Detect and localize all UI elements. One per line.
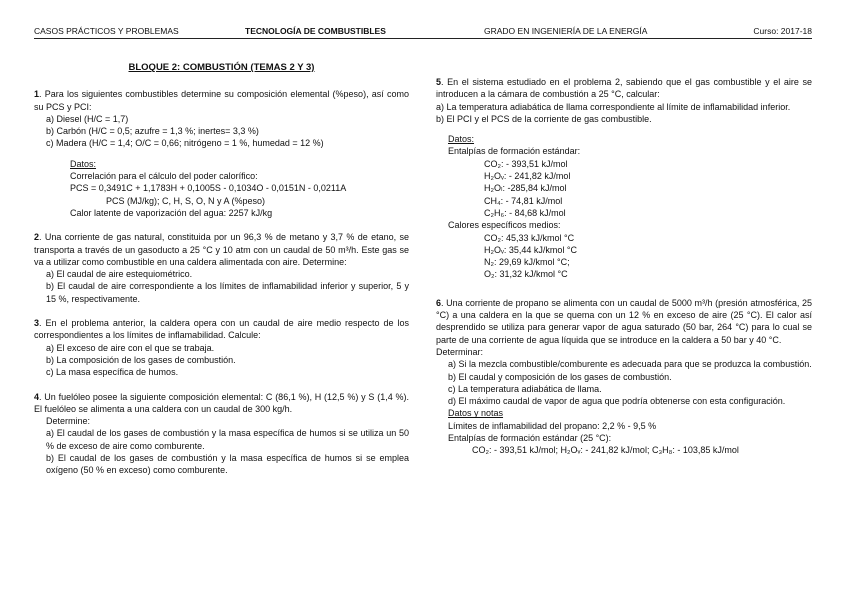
problem-2-text: . Una corriente de gas natural, constituida por un 96,3 % de metano y 3,7 % de etano, se transporta a través de un gasoducto a 25 °C y 10 atm con un caudal de 50 m³/h. Este gas se va a utilizar como combustible en una caldera alimentada con aire. Determine: bbox=[34, 232, 409, 267]
problem-4-text: . Un fuelóleo posee la siguiente composición elemental: C (86,1 %), H (12,5 %) y S (1,4 %). El fuelóleo se alimenta a una caldera con un caudal de 300 kg/h. bbox=[34, 391, 409, 414]
problem-1 bbox=[34, 88, 409, 219]
list-item: c) La temperatura adiabática de llama. bbox=[448, 383, 602, 394]
header-left: CASOS PRÁCTICOS Y PROBLEMAS bbox=[34, 26, 179, 36]
cp-value: CO₂: 45,33 kJ/kmol °C bbox=[484, 232, 575, 243]
list-item: b) Carbón (H/C = 0,5; azufre = 1,3 %; inertes= 3,3 %) bbox=[46, 126, 259, 137]
enthalpy-value: CO₂: - 393,51 kJ/mol bbox=[484, 158, 568, 169]
list-item: b) El caudal de los gases de combustión y la masa específica de humos si se emplea oxígeno (50 % en exceso) como comburente. bbox=[46, 453, 409, 476]
problem-3 bbox=[34, 317, 409, 378]
problem-3-number: 3 bbox=[34, 318, 40, 329]
header-rule bbox=[34, 38, 812, 39]
problem-1-text: . Para los siguientes combustibles determine su composición elemental (%peso), así como su PCS y PCI: bbox=[34, 89, 409, 112]
notes-line: Límites de inflamabilidad del propano: 2,2 % - 9,5 % bbox=[448, 420, 657, 431]
list-item: b) El caudal de aire correspondiente a los límites de inflamabilidad inferior y superior, 5 y 15 %, respectivamente. bbox=[46, 281, 409, 304]
list-item: b) La composición de los gases de combustión. bbox=[46, 354, 236, 365]
list-item: a) El exceso de aire con el que se trabaja. bbox=[46, 342, 215, 353]
data-line: PCS = 0,3491C + 1,1783H + 0,1005S - 0,1034O - 0,0151N - 0,0211A bbox=[70, 183, 347, 194]
notes-line: Entalpías de formación estándar (25 °C): bbox=[448, 433, 612, 444]
list-item: a) La temperatura adiabática de llama correspondiente al límite de inflamabilidad inferior. bbox=[436, 101, 791, 112]
list-item: c) La masa específica de humos. bbox=[46, 367, 179, 378]
list-item: b) El PCI y el PCS de la corriente de gas combustible. bbox=[436, 113, 652, 124]
cp-heading: Calores específicos medios: bbox=[448, 220, 561, 231]
cp-value: O₂: 31,32 kJ/kmol °C bbox=[484, 269, 568, 280]
list-item: d) El máximo caudal de vapor de agua que podría obtenerse con esta configuración. bbox=[448, 396, 786, 407]
problem-3-text: . En el problema anterior, la caldera opera con un caudal de aire medio respecto de los correspondientes a los límites de inflamabilidad. Calcule: bbox=[34, 318, 409, 341]
problem-6-text: . Una corriente de propano se alimenta con un caudal de 5000 m³/h (presión atmosférica, 25 °C) a una caldera en la que se quema con un 12 % en exceso de aire (25 °C). El calor así desprendido se utiliza para generar vapor de agua saturado (50 bar, 264 °C) para lo cual se parte de una corriente de agua líquida que se introduce en la caldera a 50 bar y 40 °C. bbox=[436, 297, 812, 345]
problem-4-number: 4 bbox=[34, 391, 40, 402]
header-right: GRADO EN INGENIERÍA DE LA ENERGÍA bbox=[484, 26, 648, 36]
data-line: Calor latente de vaporización del agua: 2257 kJ/kg bbox=[70, 207, 273, 218]
enthalpy-line: CO₂: - 393,51 kJ/mol; H₂Oᵥ: - 241,82 kJ/mol; C₃H₈: - 103,85 kJ/mol bbox=[472, 445, 739, 456]
enthalpy-heading: Entalpías de formación estándar: bbox=[448, 146, 581, 157]
problem-5 bbox=[436, 76, 812, 281]
problem-5-number: 5 bbox=[436, 77, 442, 87]
list-item: a) El caudal de los gases de combustión y la masa específica de humos si se utiliza un 50 % de exceso de aire como comburente. bbox=[46, 428, 409, 451]
problem-6 bbox=[436, 297, 812, 457]
problem-6-number: 6 bbox=[436, 297, 442, 308]
problem-5-text: . En el sistema estudiado en el problema 2, sabiendo que el gas combustible y el aire se introducen a la cámara de combustión a 25 °C, calcular: bbox=[436, 77, 812, 100]
page-title: BLOQUE 2: COMBUSTIÓN (TEMAS 2 Y 3) bbox=[128, 62, 315, 73]
enthalpy-value: C₂H₆: - 84,68 kJ/mol bbox=[484, 207, 566, 218]
right-column bbox=[436, 76, 812, 466]
enthalpy-value: CH₄: - 74,81 kJ/mol bbox=[484, 195, 563, 206]
enthalpy-value: H₂Oᵥ: - 241,82 kJ/mol bbox=[484, 171, 571, 182]
cp-value: H₂Oᵥ: 35,44 kJ/kmol °C bbox=[484, 244, 578, 255]
header-course: Curso: 2017-18 bbox=[753, 26, 812, 36]
data-heading: Datos: bbox=[448, 134, 475, 145]
list-item: a) El caudal de aire estequiométrico. bbox=[46, 269, 193, 280]
notes-heading: Datos y notas bbox=[448, 408, 504, 419]
problem-2 bbox=[34, 231, 409, 305]
data-line: Correlación para el cálculo del poder calorífico: bbox=[70, 171, 258, 182]
header-center: TECNOLOGÍA DE COMBUSTIBLES bbox=[245, 26, 386, 36]
problem-4 bbox=[34, 391, 409, 477]
list-item: a) Si la mezcla combustible/comburente es adecuada para que se produzca la combustión. bbox=[448, 359, 812, 370]
list-item: a) Diesel (H/C = 1,7) bbox=[46, 113, 129, 124]
left-column bbox=[34, 62, 409, 486]
enthalpy-value: H₂Oₗ: -285,84 kJ/mol bbox=[484, 183, 567, 194]
determine-label: Determine: bbox=[46, 416, 91, 427]
problem-1-number: 1 bbox=[34, 89, 40, 100]
problem-2-number: 2 bbox=[34, 232, 40, 243]
list-item: b) El caudal y composición de los gases de combustión. bbox=[448, 371, 672, 382]
data-line: PCS (MJ/kg); C, H, S, O, N y A (%peso) bbox=[106, 195, 266, 206]
data-heading: Datos: bbox=[70, 158, 97, 169]
cp-value: N₂: 29,69 kJ/kmol °C; bbox=[484, 257, 570, 268]
determine-label: Determinar: bbox=[436, 346, 484, 357]
list-item: c) Madera (H/C = 1,4; O/C = 0,66; nitrógeno = 1 %, humedad = 12 %) bbox=[46, 138, 324, 149]
